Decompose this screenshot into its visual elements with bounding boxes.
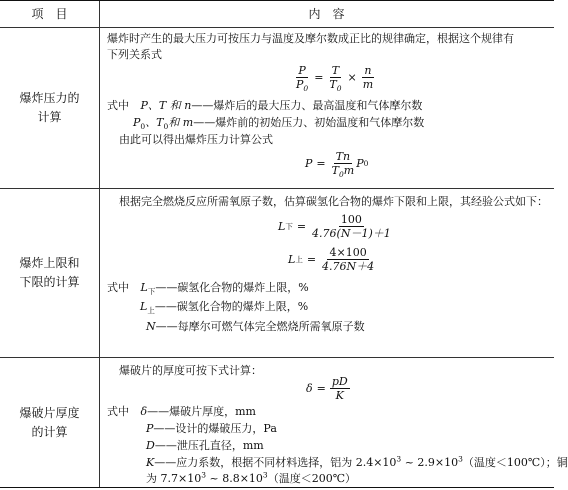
column-divider: [99, 1, 100, 487]
formula-fraction: $\frac{pD}{K}$: [331, 375, 348, 402]
row2-def3: N——每摩尔可燃气体完全燃烧所需氧原子数: [146, 320, 365, 333]
row3-intro: 爆破片的厚度可按下式计算：: [119, 364, 262, 377]
row1-def2: $P_0$、$T_0$和 m——爆炸前的初始压力、初始温度和气体摩尔数: [133, 116, 425, 132]
row3-formula-thickness: δ = $\frac{pD}{K}$: [306, 375, 348, 402]
row3-def2: P——设计的爆破压力，Pa: [146, 422, 277, 435]
row2-intro: 根据完全燃烧反应所需氧原子数，估算碳氢化合物的爆炸下限和上限，其经验公式如下：: [119, 195, 548, 208]
row3-def4: K——应力系数，根据不同材料选择，铝为 $2.4\times 10^3$ ~ $2.9\times 10^3$（温度＜100℃）；铜: [146, 454, 568, 469]
formula-fraction: $\frac{Tn}{T_0m}$: [331, 150, 355, 180]
row2-formula-lower: L 下 = $\frac{100}{4.76(N-1)+1}$: [278, 213, 391, 240]
header-cell-content: 内 容: [308, 7, 345, 21]
row1-formula-pressure: P = $\frac{Tn}{T_0m}$ P 0: [305, 150, 369, 180]
row1-derive: 由此可以得出爆炸压力计算公式: [119, 133, 273, 146]
row2-formula-upper: L 上 = $\frac{4\times 100}{4.76N+4}$: [288, 246, 375, 273]
row3-def3: D——泄压孔直径，mm: [146, 439, 264, 452]
row-label-burst-disc-thickness: 爆破片厚度的计算: [19, 406, 80, 439]
row2-def2: $L_上——$碳氢化合物的爆炸上限，%: [140, 300, 309, 316]
row3-def4-continuation: 为 $7.7\times 10^3$ ~ $8.8\times 10^3$（温度＜200℃）: [146, 470, 357, 485]
header-cell-item: 项 目: [31, 7, 68, 21]
row-label-explosion-pressure: 爆炸压力的计算: [19, 91, 80, 124]
row1-def1: 式中 P、T 和 n——爆炸后的最大压力、最高温度和气体摩尔数: [107, 99, 423, 112]
row3-def1: 式中 δ——爆破片厚度，mm: [107, 405, 256, 418]
formula-fraction: $\frac{P}{P_0}$: [296, 64, 309, 94]
formula-fraction: $\frac{100}{4.76(N-1)+1}$: [312, 213, 391, 240]
row2-def1: 式中 $L_下——$碳氢化合物的爆炸上限，%: [107, 281, 309, 297]
formula-fraction: $\frac{4\times 100}{4.76N+4}$: [322, 246, 375, 273]
formula-fraction: $\frac{n}{m}$: [362, 64, 374, 91]
row1-intro-line2: 下列关系式: [107, 48, 162, 61]
row1-formula-ratio: $\frac{P}{P_0}$ = $\frac{T}{T_0}$ × $\frac{n}{m}$: [296, 64, 374, 94]
formula-fraction: $\frac{T}{T_0}$: [329, 64, 342, 94]
row-label-explosion-limits: 爆炸上限和下限的计算: [19, 256, 80, 289]
row1-intro-line1: 爆炸时产生的最大压力可按压力与温度及摩尔数成正比的规律确定，根据这个规律有: [107, 32, 514, 45]
